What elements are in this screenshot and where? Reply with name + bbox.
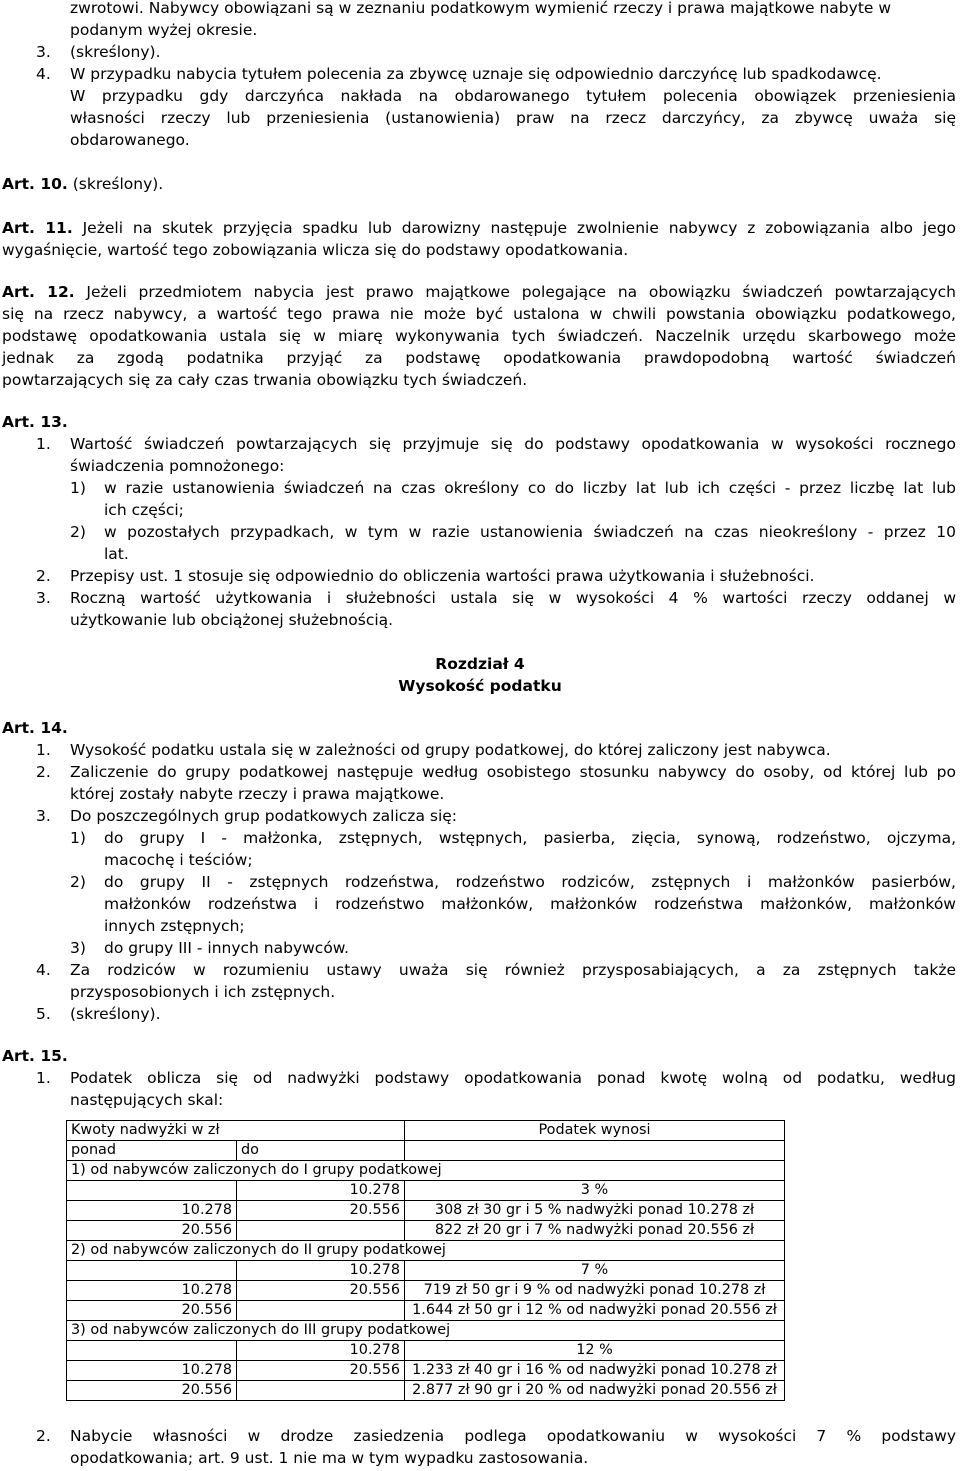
table-row [67,1281,785,1301]
group-title-cell: 2) od nabywców zaliczonych do II grupy podatkowej [67,1241,785,1261]
to-cell [237,1301,405,1321]
item-number: 1. [36,1069,51,1087]
item-text: W przypadku nabycia tytułem polecenia za zbywcę uznaje się odpowiednio darczyńcę lub spadkodawcę. [70,65,882,83]
sub-item-text: do grupy I - małżonka, zstępnych, wstępnych, pasierba, zięcia, synową, rodzeństwo, ojczyma, [104,829,956,847]
to-cell: 10.278 [237,1261,405,1281]
tax-cell: 3 % [405,1181,785,1201]
article-12-line [2,282,956,304]
item-text: Wartość świadczeń powtarzających się przyjmuje się do podstawy opodatkowania w wysokości rocznego [70,435,956,453]
chapter-subtitle: Wysokość podatku [398,677,562,695]
item-text: (skreślony). [70,43,161,61]
text-line: podanym wyżej okresie. [70,21,258,39]
article-label: Art. 11. [2,219,73,237]
tax-scale-table [66,1120,785,1401]
to-cell [237,1381,405,1401]
table-row [67,1221,785,1241]
article-label: Art. 14. [2,719,68,737]
to-cell [237,1221,405,1241]
sub-item-text: w razie ustanowienia świadczeń na czas określony co do liczby lat lub ich części - przez liczbę lat lub [104,479,956,497]
item-number: 2. [36,1427,51,1445]
table-row [67,1341,785,1361]
item-text: Wysokość podatku ustala się w zależności od grupy podatkowej, do której zaliczony jest nabywca. [70,741,831,759]
text-line: przysposobionych i ich zstępnych. [70,983,336,1001]
to-cell: 20.556 [237,1361,405,1381]
article-text: (skreślony). [72,175,164,193]
table-header-row [67,1141,785,1161]
item-text: (skreślony). [70,1005,161,1023]
item-text: Roczną wartość użytkowania i służebności ustala się w wysokości 4 % wartości rzeczy oddanej w [70,589,956,607]
text-line: obdarowanego. [70,131,190,149]
item-number: 2. [36,763,51,781]
article-label: Art. 12. [2,283,75,301]
header-cell: do [237,1141,405,1161]
header-cell: Podatek wynosi [405,1121,785,1141]
text-line: ich części; [104,501,184,519]
item-number: 2. [36,567,51,585]
tax-cell: 2.877 zł 90 gr i 20 % od nadwyżki ponad 20.556 zł [405,1381,785,1401]
to-cell: 10.278 [237,1181,405,1201]
tax-cell: 7 % [405,1261,785,1281]
to-cell: 20.556 [237,1281,405,1301]
text-line: opodatkowania; art. 9 ust. 1 nie ma w tym wypadku zastosowania. [70,1449,589,1467]
item-number: 3. [36,807,51,825]
tax-cell: 308 zł 30 gr i 5 % nadwyżki ponad 10.278 zł [405,1201,785,1221]
from-cell [67,1261,237,1281]
item-text: Za rodziców w rozumieniu ustawy uważa się również przysposabiających, a za zstępnych także [70,961,956,979]
item-number: 1. [36,435,51,453]
text-line: której zostały nabyte rzeczy i prawa majątkowe. [70,785,445,803]
table-group-row [67,1321,785,1341]
from-cell: 20.556 [67,1301,237,1321]
from-cell [67,1181,237,1201]
sub-item-number: 3) [70,939,86,957]
header-cell [405,1141,785,1161]
chapter-title: Rozdział 4 [435,655,525,673]
to-cell: 10.278 [237,1341,405,1361]
sub-item-number: 1) [70,479,86,497]
table-group-row [67,1241,785,1261]
sub-item-text: do grupy III - innych nabywców. [104,939,349,957]
article-text: Jeżeli przedmiotem nabycia jest prawo majątkowe polegające na obowiązku świadczeń powtarzających [86,283,956,301]
table-row [67,1261,785,1281]
text-line: małżonków rodzeństwa i rodzeństwo małżonków, małżonków rodzeństwa małżonków, małżonków [104,895,956,913]
from-cell: 20.556 [67,1221,237,1241]
sub-item-number: 1) [70,829,86,847]
tax-cell: 12 % [405,1341,785,1361]
article-text: Jeżeli na skutek przyjęcia spadku lub darowizny następuje zwolnienie nabywcy z zobowiązania albo jego [82,219,956,237]
group-title-cell: 1) od nabywców zaliczonych do I grupy podatkowej [67,1161,785,1181]
article-10 [2,174,960,196]
sub-item-number: 2) [70,523,86,541]
item-number: 3. [36,589,51,607]
table-group-row [67,1161,785,1181]
article-11-line [2,218,956,240]
tax-cell: 719 zł 50 gr i 9 % od nadwyżki ponad 10.278 zł [405,1281,785,1301]
text-line: powtarzających się za cały czas trwania obowiązku tych świadczeń. [2,371,528,389]
text-line: następujących skal: [70,1091,224,1109]
from-cell: 20.556 [67,1381,237,1401]
item-text: Do poszczególnych grup podatkowych zalicza się: [70,807,458,825]
from-cell: 10.278 [67,1361,237,1381]
item-text: Zaliczenie do grupy podatkowej następuje według osobistego stosunku nabywcy do osoby, od której lub po [70,763,956,781]
text-line: innych zstępnych; [104,917,245,935]
tax-cell: 1.233 zł 40 gr i 16 % od nadwyżki ponad 10.278 zł [405,1361,785,1381]
group-title-cell: 3) od nabywców zaliczonych do III grupy podatkowej [67,1321,785,1341]
text-line: wygaśnięcie, wartość tego zobowiązania wlicza się do podstawy opodatkowania. [2,241,629,259]
from-cell: 10.278 [67,1281,237,1301]
header-cell: ponad [67,1141,237,1161]
table-row [67,1201,785,1221]
from-cell [67,1341,237,1361]
table-row [67,1301,785,1321]
text-line: użytkowanie lub obciążonej służebnością. [70,611,394,629]
tax-cell: 822 zł 20 gr i 7 % nadwyżki ponad 20.556 zł [405,1221,785,1241]
text-line: świadczenia pomnożonego: [70,457,285,475]
text-line: zwrotowi. Nabywcy obowiązani są w zeznaniu podatkowym wymienić rzeczy i prawa majątkowe nabyte w [70,0,892,17]
to-cell: 20.556 [237,1201,405,1221]
text-line: W przypadku gdy darczyńca nakłada na obdarowanego tytułem polecenia obowiązek przeniesienia [70,87,956,105]
text-line: się na rzecz nabywcy, a wartość tego prawa nie może być ustalona w chwili powstania obowiązku podatkowego, [2,305,956,323]
table-row [67,1381,785,1401]
article-label: Art. 15. [2,1047,68,1065]
item-number: 1. [36,741,51,759]
text-line: własności rzeczy lub przeniesienia (ustanowienia) praw na rzecz darczyńcy, za zbywcę uważa się [70,109,956,127]
tax-cell: 1.644 zł 50 gr i 12 % od nadwyżki ponad 20.556 zł [405,1301,785,1321]
text-line: podstawę opodatkowania ustala się w miarę wykonywania tych świadczeń. Naczelnik urzędu skarbowego może [2,327,956,345]
table-header-row [67,1121,785,1141]
header-cell: Kwoty nadwyżki w zł [67,1121,405,1141]
text-line: jednak za zgodą podatnika przyjąć za podstawę opodatkowania prawdopodobną wartość świadczeń [2,349,956,367]
item-text: Nabycie własności w drodze zasiedzenia podlega opodatkowaniu w wysokości 7 % podstawy [70,1427,956,1445]
article-label: Art. 13. [2,413,68,431]
sub-item-text: do grupy II - zstępnych rodzeństwa, rodzeństwo rodziców, zstępnych i małżonków pasierbów, [104,873,956,891]
table-row [67,1361,785,1381]
sub-item-text: w pozostałych przypadkach, w tym w razie ustanowienia świadczeń na czas nieokreślony - przez 10 [104,523,956,541]
item-number: 4. [36,65,51,83]
from-cell: 10.278 [67,1201,237,1221]
item-number: 4. [36,961,51,979]
item-number: 5. [36,1005,51,1023]
item-text: Podatek oblicza się od nadwyżki podstawy opodatkowania ponad kwotę wolną od podatku, według [70,1069,956,1087]
item-text: Przepisy ust. 1 stosuje się odpowiednio do obliczenia wartości prawa użytkowania i służebności. [70,567,815,585]
text-line: macochę i teściów; [104,851,253,869]
table-row [67,1181,785,1201]
article-label: Art. 10. [2,175,68,193]
text-line: lat. [104,545,129,563]
item-number: 3. [36,43,51,61]
sub-item-number: 2) [70,873,86,891]
